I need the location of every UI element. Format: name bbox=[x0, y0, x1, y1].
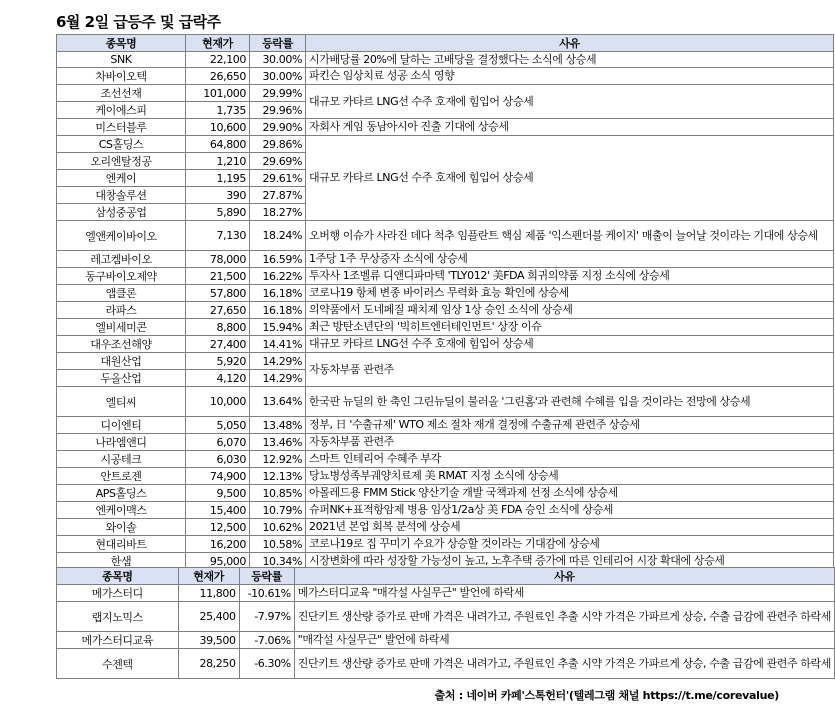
stock-price: 9,500 bbox=[186, 485, 250, 502]
stock-reason: 메가스터디교육 "매각설 사실무근" 발언에 하락세 bbox=[294, 585, 834, 602]
table-row bbox=[57, 468, 834, 485]
stock-name: 라파스 bbox=[57, 302, 186, 319]
stock-change: 16.22% bbox=[250, 268, 306, 285]
stock-name: 엔케이 bbox=[57, 170, 186, 187]
stock-name: 엘앤케이바이오 bbox=[57, 221, 186, 251]
stock-price: 1,735 bbox=[186, 102, 250, 119]
falling-stocks-table bbox=[56, 567, 835, 679]
stock-change: 18.24% bbox=[250, 221, 306, 251]
stock-reason: 한국판 뉴딜의 한 축인 그린뉴딜이 불러올 '그린홈'과 관련해 수혜를 입을 것이라는 전망에 상승세 bbox=[306, 387, 834, 417]
stock-price: 11,800 bbox=[178, 585, 239, 602]
stock-change: 10.79% bbox=[250, 502, 306, 519]
table-row bbox=[57, 353, 834, 370]
stock-reason: 코로나19 항체 변종 바이러스 무력화 효능 확인에 상승세 bbox=[306, 285, 834, 302]
stock-reason: 대규모 카타르 LNG선 수주 호재에 힘입어 상승세 bbox=[306, 85, 834, 119]
stock-change: 10.85% bbox=[250, 485, 306, 502]
stock-price: 10,600 bbox=[186, 119, 250, 136]
stock-name: 대원산업 bbox=[57, 353, 186, 370]
table-row bbox=[57, 451, 834, 468]
stock-price: 64,800 bbox=[186, 136, 250, 153]
stock-change: 18.27% bbox=[250, 204, 306, 221]
table-row bbox=[57, 68, 834, 85]
page-title: 6월 2일 급등주 및 급락주 bbox=[56, 13, 221, 31]
stock-name: 동구바이오제약 bbox=[57, 268, 186, 285]
stock-reason: 오버행 이슈가 사라진 데다 척추 임플란트 핵심 제품 '익스펜더블 케이지' 매출이 늘어날 것이라는 기대에 상승세 bbox=[306, 221, 834, 251]
stock-price: 8,800 bbox=[186, 319, 250, 336]
table-row bbox=[57, 649, 835, 679]
rising-stocks-table bbox=[56, 34, 834, 570]
stock-reason: 자동차부품 관련주 bbox=[306, 353, 834, 387]
table-row bbox=[57, 85, 834, 102]
stock-price: 25,400 bbox=[178, 602, 239, 632]
stock-change: 16.18% bbox=[250, 285, 306, 302]
stock-price: 28,250 bbox=[178, 649, 239, 679]
table-row bbox=[57, 302, 834, 319]
stock-price: 26,650 bbox=[186, 68, 250, 85]
stock-reason: 코로나19로 집 꾸미기 수요가 상승할 것이라는 기대감에 상승세 bbox=[306, 536, 834, 553]
stock-name: 미스터블루 bbox=[57, 119, 186, 136]
table-row bbox=[57, 119, 834, 136]
header-name: 종목명 bbox=[57, 568, 179, 585]
table-header-row bbox=[57, 35, 834, 52]
stock-name: 엘티씨 bbox=[57, 387, 186, 417]
stock-price: 1,195 bbox=[186, 170, 250, 187]
stock-change: -7.97% bbox=[239, 602, 294, 632]
table-row bbox=[57, 221, 834, 251]
stock-reason: 1주당 1주 무상증자 소식에 상승세 bbox=[306, 251, 834, 268]
header-reason: 사유 bbox=[306, 35, 834, 52]
stock-name: 랩지노믹스 bbox=[57, 602, 179, 632]
stock-reason: 대규모 카타르 LNG선 수주 호재에 힘입어 상승세 bbox=[306, 336, 834, 353]
stock-change: 29.99% bbox=[250, 85, 306, 102]
table-row bbox=[57, 519, 834, 536]
stock-name: 케이에스피 bbox=[57, 102, 186, 119]
stock-reason: 대규모 카타르 LNG선 수주 호재에 힘입어 상승세 bbox=[306, 136, 834, 221]
table-row bbox=[57, 602, 835, 632]
header-name: 종목명 bbox=[57, 35, 186, 52]
stock-price: 5,890 bbox=[186, 204, 250, 221]
stock-change: 13.64% bbox=[250, 387, 306, 417]
stock-change: 29.90% bbox=[250, 119, 306, 136]
table-row bbox=[57, 536, 834, 553]
stock-price: 22,100 bbox=[186, 52, 250, 68]
stock-reason: 투자사 1조벨류 디앤디파마텍 'TLY012' 美FDA 희귀의약품 지정 소식에 상승세 bbox=[306, 268, 834, 285]
stock-price: 7,130 bbox=[186, 221, 250, 251]
stock-price: 27,400 bbox=[186, 336, 250, 353]
stock-name: 앱클론 bbox=[57, 285, 186, 302]
stock-change: 10.58% bbox=[250, 536, 306, 553]
stock-name: 수젠텍 bbox=[57, 649, 179, 679]
stock-reason: 시장변화에 따라 성장할 가능성이 높고, 노후주택 증가에 따른 인테리어 시장 확대에 상승세 bbox=[306, 553, 834, 570]
stock-price: 15,400 bbox=[186, 502, 250, 519]
table-row bbox=[57, 387, 834, 417]
stock-name: 디이엔티 bbox=[57, 417, 186, 434]
stock-price: 6,070 bbox=[186, 434, 250, 451]
stock-price: 6,030 bbox=[186, 451, 250, 468]
table-row bbox=[57, 136, 834, 153]
stock-change: 16.59% bbox=[250, 251, 306, 268]
stock-name: 대창솔루션 bbox=[57, 187, 186, 204]
stock-price: 57,800 bbox=[186, 285, 250, 302]
stock-name: 삼성중공업 bbox=[57, 204, 186, 221]
stock-name: 두올산업 bbox=[57, 370, 186, 387]
stock-name: 조선선재 bbox=[57, 85, 186, 102]
stock-change: 10.62% bbox=[250, 519, 306, 536]
stock-reason: "매각설 사실무근" 발언에 하락세 bbox=[294, 632, 834, 649]
stock-name: 대우조선해양 bbox=[57, 336, 186, 353]
stock-change: 29.69% bbox=[250, 153, 306, 170]
stock-name: CS홀딩스 bbox=[57, 136, 186, 153]
stock-reason: 스마트 인테리어 수혜주 부각 bbox=[306, 451, 834, 468]
stock-change: 13.46% bbox=[250, 434, 306, 451]
stock-reason: 자동차부품 관련주 bbox=[306, 434, 834, 451]
stock-price: 5,050 bbox=[186, 417, 250, 434]
stock-price: 78,000 bbox=[186, 251, 250, 268]
stock-name: 레고켐바이오 bbox=[57, 251, 186, 268]
stock-change: 14.29% bbox=[250, 353, 306, 370]
stock-name: APS홀딩스 bbox=[57, 485, 186, 502]
table-row bbox=[57, 251, 834, 268]
table-row bbox=[57, 319, 834, 336]
table-row bbox=[57, 434, 834, 451]
stock-change: 10.34% bbox=[250, 553, 306, 570]
stock-price: 16,200 bbox=[186, 536, 250, 553]
header-reason: 사유 bbox=[294, 568, 834, 585]
header-price: 현재가 bbox=[186, 35, 250, 52]
stock-reason: 최근 방탄소년단의 '빅히트엔터테인먼트' 상장 이슈 bbox=[306, 319, 834, 336]
stock-reason: 진단키트 생산량 증가로 판매 가격은 내려가고, 주원료인 추출 시약 가격은 가파르게 상승, 수출 급감에 관련주 하락세 bbox=[294, 649, 834, 679]
stock-name: SNK bbox=[57, 52, 186, 68]
stock-change: 30.00% bbox=[250, 68, 306, 85]
stock-name: 와이솔 bbox=[57, 519, 186, 536]
stock-change: 13.48% bbox=[250, 417, 306, 434]
stock-price: 12,500 bbox=[186, 519, 250, 536]
stock-change: 27.87% bbox=[250, 187, 306, 204]
stock-name: 현대리바트 bbox=[57, 536, 186, 553]
stock-change: 12.92% bbox=[250, 451, 306, 468]
stock-change: 29.96% bbox=[250, 102, 306, 119]
table-row bbox=[57, 268, 834, 285]
stock-change: 16.18% bbox=[250, 302, 306, 319]
header-change: 등락률 bbox=[239, 568, 294, 585]
stock-change: 29.86% bbox=[250, 136, 306, 153]
stock-change: 12.13% bbox=[250, 468, 306, 485]
stock-reason: 슈퍼NK+표적항암제 병용 임상1/2a상 美 FDA 승인 소식에 상승세 bbox=[306, 502, 834, 519]
stock-name: 오리엔탈정공 bbox=[57, 153, 186, 170]
stock-price: 4,120 bbox=[186, 370, 250, 387]
stock-change: 30.00% bbox=[250, 52, 306, 68]
stock-price: 1,210 bbox=[186, 153, 250, 170]
stock-reason: 자회사 게임 동남아시아 진출 기대에 상승세 bbox=[306, 119, 834, 136]
table-header-row bbox=[57, 568, 835, 585]
table-row bbox=[57, 485, 834, 502]
stock-reason: 정부, 日 '수출규제' WTO 제소 절차 재개 결정에 수출규제 관련주 상승세 bbox=[306, 417, 834, 434]
stock-reason: 2021년 본업 회복 분석에 상승세 bbox=[306, 519, 834, 536]
stock-price: 21,500 bbox=[186, 268, 250, 285]
stock-name: 나라엠앤디 bbox=[57, 434, 186, 451]
stock-price: 74,900 bbox=[186, 468, 250, 485]
stock-reason: 파킨슨 임상치료 성공 소식 영향 bbox=[306, 68, 834, 85]
stock-change: 29.61% bbox=[250, 170, 306, 187]
stock-name: 엔케이맥스 bbox=[57, 502, 186, 519]
stock-name: 엘비세미콘 bbox=[57, 319, 186, 336]
stock-reason: 시가배당률 20%에 달하는 고배당을 결정했다는 소식에 상승세 bbox=[306, 52, 834, 68]
stock-name: 안트로젠 bbox=[57, 468, 186, 485]
stock-reason: 당뇨병성족부궤양치료제 美 RMAT 지정 소식에 상승세 bbox=[306, 468, 834, 485]
stock-change: -10.61% bbox=[239, 585, 294, 602]
stock-price: 39,500 bbox=[178, 632, 239, 649]
stock-reason: 아몰레드용 FMM Stick 양산기술 개발 국책과제 선정 소식에 상승세 bbox=[306, 485, 834, 502]
stock-price: 5,920 bbox=[186, 353, 250, 370]
table-row bbox=[57, 285, 834, 302]
stock-reason: 의약품에서 도네페질 패치제 임상 1상 승인 소식에 상승세 bbox=[306, 302, 834, 319]
stock-change: -7.06% bbox=[239, 632, 294, 649]
table-row bbox=[57, 52, 834, 68]
stock-price: 95,000 bbox=[186, 553, 250, 570]
stock-name: 시공테크 bbox=[57, 451, 186, 468]
table-row bbox=[57, 336, 834, 353]
stock-price: 101,000 bbox=[186, 85, 250, 102]
stock-price: 10,000 bbox=[186, 387, 250, 417]
stock-price: 390 bbox=[186, 187, 250, 204]
table-row bbox=[57, 417, 834, 434]
table-row bbox=[57, 502, 834, 519]
stock-change: 14.29% bbox=[250, 370, 306, 387]
stock-change: -6.30% bbox=[239, 649, 294, 679]
table-row bbox=[57, 585, 835, 602]
stock-price: 27,650 bbox=[186, 302, 250, 319]
header-change: 등락률 bbox=[250, 35, 306, 52]
stock-change: 15.94% bbox=[250, 319, 306, 336]
table-row bbox=[57, 632, 835, 649]
stock-name: 차바이오텍 bbox=[57, 68, 186, 85]
stock-reason: 진단키트 생산량 증가로 판매 가격은 내려가고, 주원료인 추출 시약 가격은 가파르게 상승, 수출 급감에 관련주 하락세 bbox=[294, 602, 834, 632]
stock-name: 한샘 bbox=[57, 553, 186, 570]
stock-name: 메가스터디 bbox=[57, 585, 179, 602]
stock-change: 14.41% bbox=[250, 336, 306, 353]
stock-name: 메가스터디교육 bbox=[57, 632, 179, 649]
source-note: 출처 : 네이버 카페'스톡헌터'(텔레그램 채널 https://t.me/corevalue) bbox=[434, 689, 779, 702]
header-price: 현재가 bbox=[178, 568, 239, 585]
